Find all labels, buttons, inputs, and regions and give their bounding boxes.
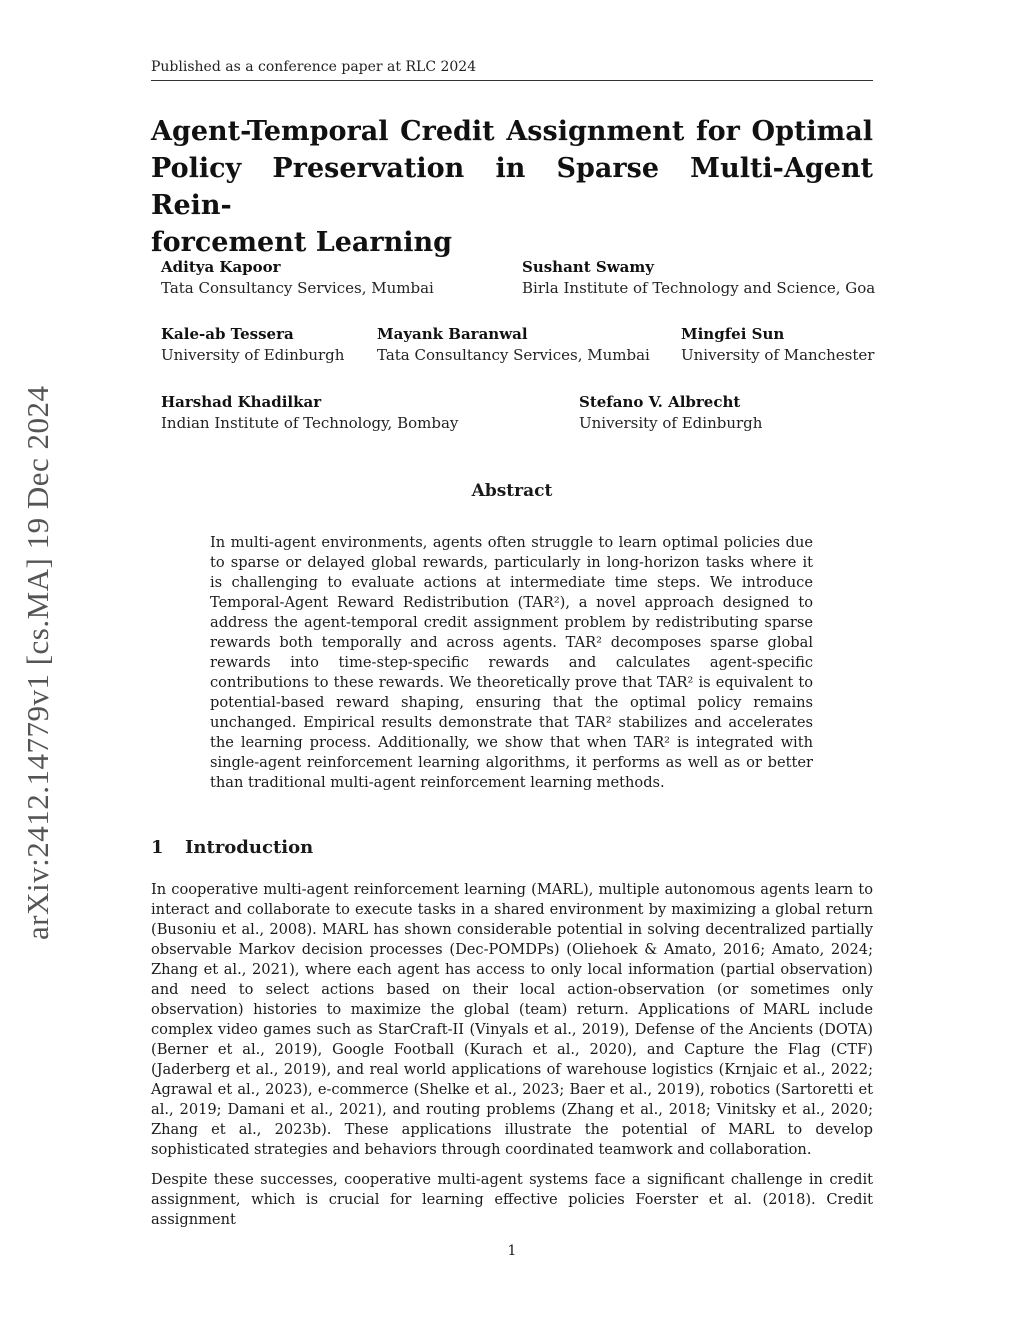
author-block [579, 392, 762, 434]
arxiv-identifier: arXiv:2412.14779v1 [cs.MA] 19 Dec 2024 [20, 385, 55, 940]
author-name: Stefano V. Albrecht [579, 393, 741, 411]
running-header: Published as a conference paper at RLC 2024 [151, 59, 873, 81]
author-affiliation: Indian Institute of Technology, Bombay [161, 414, 459, 432]
author-block [161, 392, 458, 434]
author-name: Kale-ab Tessera [161, 325, 294, 343]
author-block [161, 257, 434, 299]
body-paragraph: In cooperative multi-agent reinforcement learning (MARL), multiple autonomous agents learn to interact and collaborate to execute tasks in a shared environment by maximizing a global return (Busoniu et al., 2008). MARL has shown considerable potential in solving decentralized partially observable Markov decision processes (Dec-POMDPs) (Oliehoek & Amato, 2016; Amato, 2024; Zhang et al., 2021), where each agent has access to only local information (partial observation) and need to select actions based on their local action-observation (or sometimes only observation) histories to maximize the global (team) return. Applications of MARL include complex video games such as StarCraft-II (Vinyals et al., 2019), Defense of the Ancients (DOTA) (Berner et al., 2019), Google Football (Kurach et al., 2020), and Capture the Flag (CTF) (Jaderberg et al., 2019), and real world applications of warehouse logistics (Krnjaic et al., 2022; Agrawal et al., 2023), e-commerce (Shelke et al., 2023; Baer et al., 2019), robotics (Sartoretti et al., 2019; Damani et al., 2021), and routing problems (Zhang et al., 2018; Vinitsky et al., 2020; Zhang et al., 2023b). These applications illustrate the potential of MARL to develop sophisticated strategies and behaviors through coordinated teamwork and collaboration. [151, 881, 873, 1158]
abstract-heading: Abstract [471, 481, 553, 501]
author-block [161, 324, 344, 366]
title-line-2: Policy Preservation in Sparse Multi-Agent Rein- [151, 153, 873, 221]
author-affiliation: Birla Institute of Technology and Science, Goa [522, 279, 876, 297]
author-affiliation: University of Edinburgh [579, 414, 763, 432]
paper-title [151, 113, 873, 261]
author-name: Mayank Baranwal [377, 325, 528, 343]
author-affiliation: Tata Consultancy Services, Mumbai [377, 346, 650, 364]
author-affiliation: Tata Consultancy Services, Mumbai [161, 279, 434, 297]
author-name: Harshad Khadilkar [161, 393, 322, 411]
author-block [681, 324, 874, 366]
author-name: Sushant Swamy [522, 258, 654, 276]
title-line-1: Agent-Temporal Credit Assignment for Optimal [151, 116, 873, 147]
author-name: Aditya Kapoor [161, 258, 281, 276]
body-paragraph: Despite these successes, cooperative multi-agent systems face a significant challenge in credit assignment, which is crucial for learning effective policies Foerster et al. (2018). Credit assignment [151, 1171, 873, 1228]
author-name: Mingfei Sun [681, 325, 785, 343]
page-number: 1 [507, 1243, 517, 1259]
author-block [522, 257, 875, 299]
title-line-3: forcement Learning [151, 227, 452, 258]
section-number: 1 [151, 837, 164, 858]
section-heading [151, 837, 313, 858]
author-affiliation: University of Manchester [681, 346, 875, 364]
section-title: Introduction [185, 837, 314, 858]
author-block [377, 324, 650, 366]
abstract-text: In multi-agent environments, agents often struggle to learn optimal policies due to sparse or delayed global rewards, particularly in long-horizon tasks where it is challenging to evaluate actions at intermediate time steps. We introduce Temporal-Agent Reward Redistribution (TAR²), a novel approach designed to address the agent-temporal credit assignment problem by redistributing sparse rewards both temporally and across agents. TAR² decomposes sparse global rewards into time-step-specific rewards and calculates agent-specific contributions to these rewards. We theoretically prove that TAR² is equivalent to potential-based reward shaping, ensuring that the optimal policy remains unchanged. Empirical results demonstrate that TAR² stabilizes and accelerates the learning process. Additionally, we show that when TAR² is integrated with single-agent reinforcement learning algorithms, it performs as well as or better than traditional multi-agent reinforcement learning methods. [210, 534, 813, 791]
author-affiliation: University of Edinburgh [161, 346, 345, 364]
